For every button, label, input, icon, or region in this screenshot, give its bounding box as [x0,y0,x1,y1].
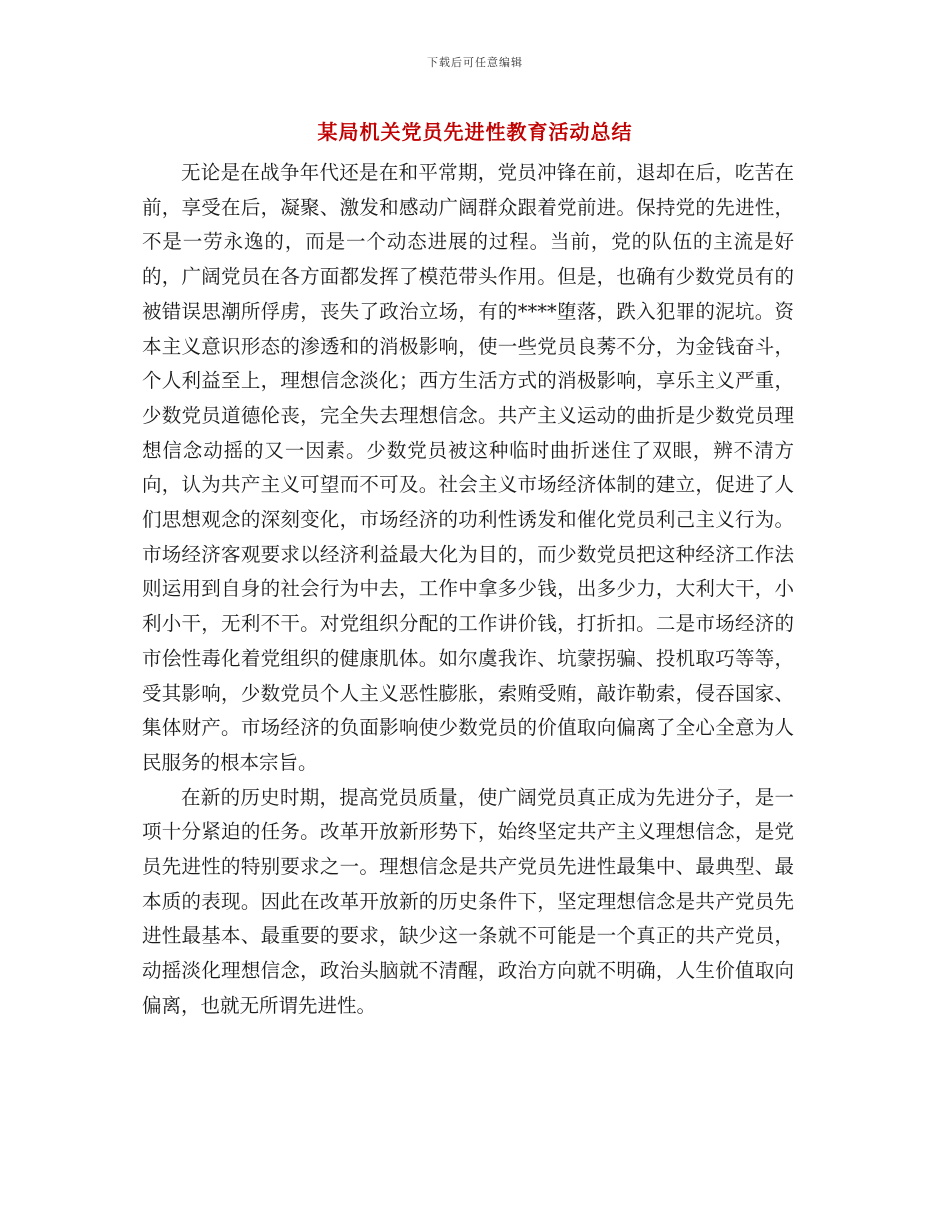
header-note: 下载后可任意编辑 [427,56,523,69]
paragraph-2: 在新的历史时期，提高党员质量，使广阔党员真正成为先进分子，是一项十分紧迫的任务。改革开放新形势下，始终坚定共产主义理想信念，是党员先进性的特别要求之一。理想信念是共产党员先进性最集中、最典型、最本质的表现。因此在改革开放新的历史条件下，坚定理想信念是共产党员先进性最基本、最重要的要求，缺少这一条就不可能是一个真正的共产党员，动摇淡化理想信念，政治头脑就不清醒，政治方向就不明确，人生价值取向偏离，也就无所谓先进性。 [142,785,794,1017]
document-body [142,156,794,1024]
paragraph-1: 无论是在战争年代还是在和平常期，党员冲锋在前，退却在后，吃苦在前，享受在后，凝聚、激发和感动广阔群众跟着党前进。保持党的先进性，不是一劳永逸的，而是一个动态进展的过程。当前，党的队伍的主流是好的，广阔党员在各方面都发挥了模范带头作用。但是，也确有少数党员有的被错误思潮所俘虏，丧失了政治立场，有的****堕落，跌入犯罪的泥坑。资本主义意识形态的渗透和的消极影响，使一些党员良莠不分，为金钱奋斗，个人利益至上，理想信念淡化；西方生活方式的消极影响，享乐主义严重，少数党员道德伦丧，完全失去理想信念。共产主义运动的曲折是少数党员理想信念动摇的又一因素。少数党员被这种临时曲折迷住了双眼，辨不清方向，认为共产主义可望而不可及。社会主义市场经济体制的建立，促进了人们思想观念的深刻变化，市场经济的功利性诱发和催化党员利己主义行为。市场经济客观要求以经济利益最大化为目的，而少数党员把这种经济工作法则运用到自身的社会行为中去，工作中拿多少钱，出多少力，大利大干，小利小干，无利不干。对党组织分配的工作讲价钱，打折扣。二是市场经济的市侩性毒化着党组织的健康肌体。如尔虞我诈、坑蒙拐骗、投机取巧等等，受其影响，少数党员个人主义恶性膨胀，索贿受贿，敲诈勒索，侵吞国家、集体财产。市场经济的负面影响使少数党员的价值取向偏离了全心全意为人民服务的根本宗旨。 [142,161,794,774]
document-title: 某局机关党员先进性教育活动总结 [317,120,633,144]
